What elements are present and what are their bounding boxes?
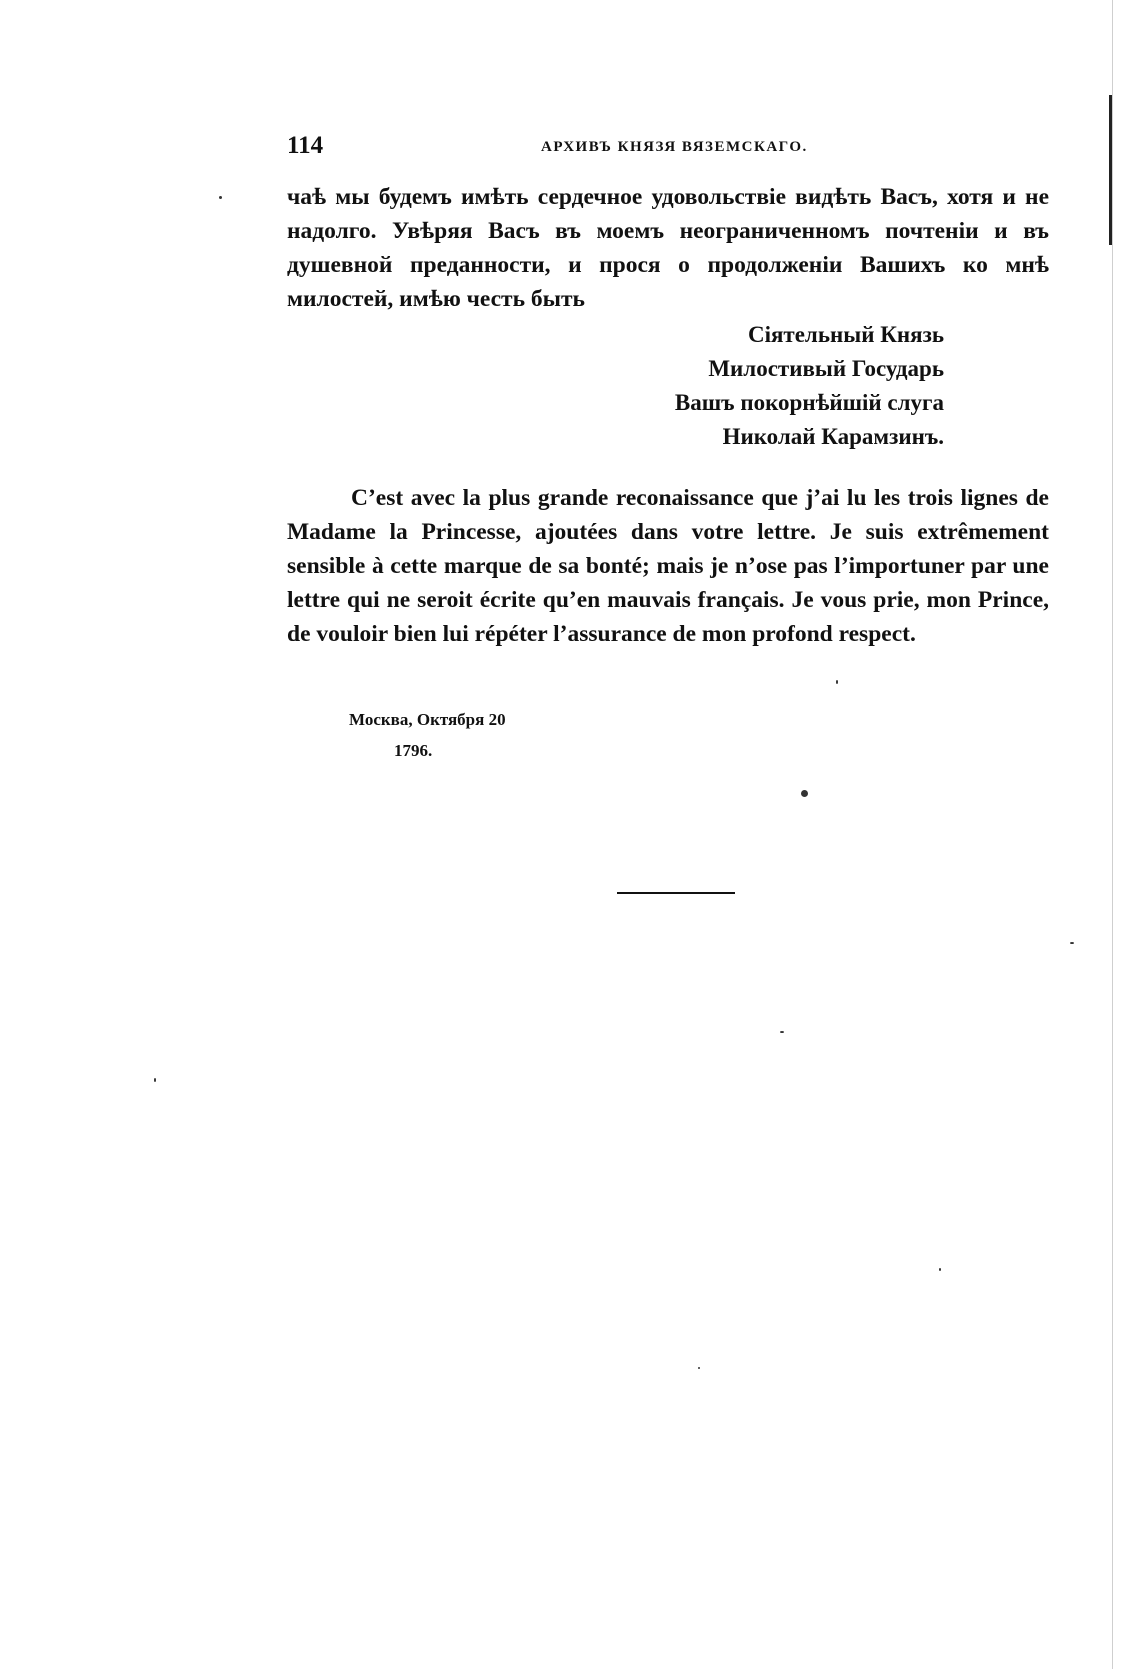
closing-line-3: Вашъ покорнѣйшій слуга — [674, 390, 944, 415]
page-number: 114 — [287, 132, 324, 159]
print-speck — [698, 1367, 700, 1369]
closing-signature: Николай Карамзинъ. — [722, 424, 944, 449]
dateline-year: 1796. — [394, 741, 433, 760]
paragraph-french-text: C’est avec la plus grande reconaissance que j’ai lu les trois lignes de Madame la Princesse, ajoutées dans votre lettre. Je suis extrêmement sensible à cette marque de sa bonté; mais je n’ose pas l’importuner par une lettre qui ne seroit écrite qu’en mauvais français. Je vous prie, mon Prince, de vouloir bien lui répéter l’assurance de mon profond respect. — [287, 485, 1049, 647]
section-end-rule — [617, 892, 735, 894]
dateline — [349, 704, 506, 766]
letter-closing — [675, 318, 944, 454]
print-speck — [939, 1268, 941, 1271]
print-speck — [1070, 942, 1074, 944]
print-speck — [801, 790, 808, 797]
letter-paragraph-russian: чаѣ мы будемъ имѣть сердечное удовольствіе видѣть Васъ, хотя и не надолго. Увѣряя Васъ въ моемъ неограниченномъ почтеніи и въ душевной преданности, и прося о продолженіи Вашихъ ко мнѣ милостей, имѣю честь быть — [287, 184, 1049, 312]
closing-line-2: Милостивый Государь — [708, 356, 944, 381]
page-edge-line — [1112, 0, 1113, 1669]
print-speck — [154, 1078, 156, 1082]
print-speck — [836, 680, 838, 684]
dateline-place-date: Москва, Октября 20 — [349, 710, 506, 729]
running-title: АРХИВЪ КНЯЗЯ ВЯЗЕМСКАГО. — [541, 139, 808, 155]
letter-paragraph-french — [287, 481, 1049, 651]
closing-line-1: Сіятельный Князь — [747, 322, 944, 347]
page-header — [287, 132, 1047, 166]
print-speck — [780, 1031, 784, 1033]
page-edge-mark — [1109, 95, 1112, 245]
print-speck — [219, 196, 222, 199]
